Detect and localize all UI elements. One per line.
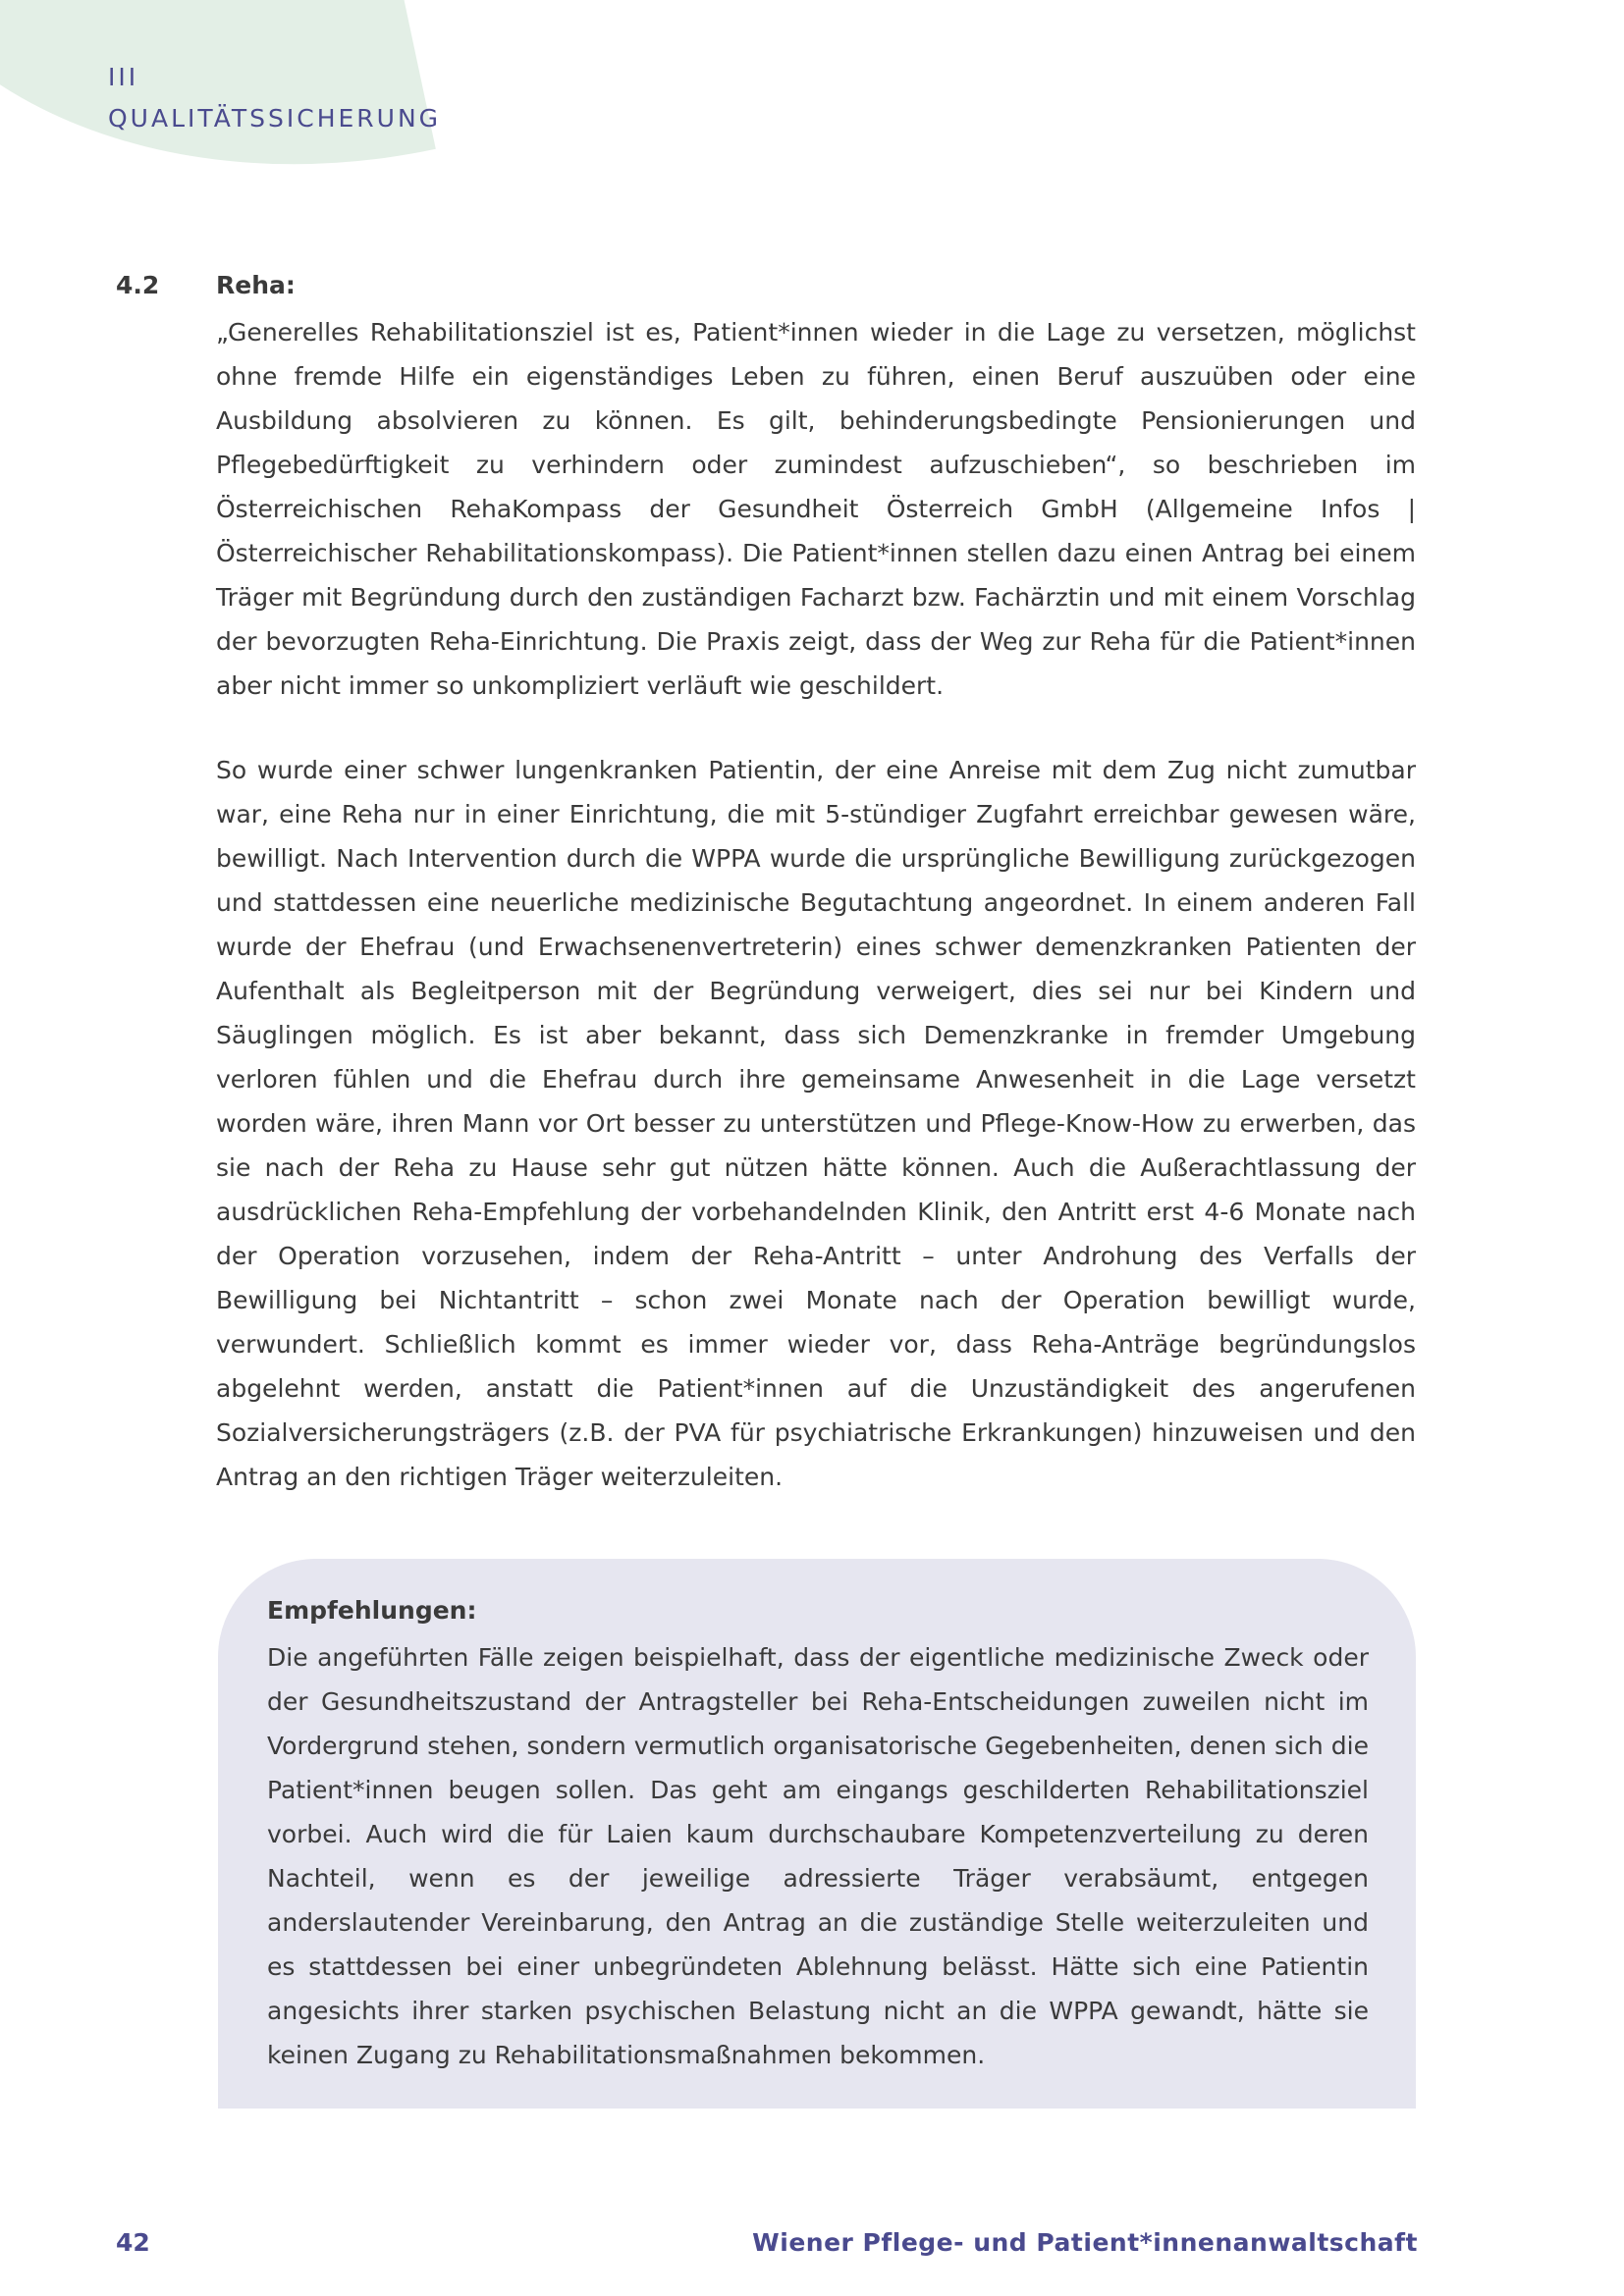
chapter-header <box>108 57 441 139</box>
body-paragraph: So wurde einer schwer lungenkranken Patientin, der eine Anreise mit dem Zug nicht zumutbar war, eine Reha nur in einer Einrichtung, die mit 5-stündiger Zugfahrt erreichbar gewesen wäre, bewilligt. Nach Intervention durch die WPPA wurde die ursprüngliche Bewilligung zurückgezogen und stattdessen eine neuerliche medizinische Begutachtung angeordnet. In einem anderen Fall wurde der Ehefrau (und Erwachsenenvertreterin) eines schwer demenzkranken Patienten der Aufenthalt als Begleitperson mit der Begründung verweigert, dies sei nur bei Kindern und Säuglingen möglich. Es ist aber bekannt, dass sich Demenzkranke in fremder Umgebung verloren fühlen und die Ehefrau durch ihre gemeinsame Anwesenheit in die Lage versetzt worden wäre, ihren Mann vor Ort besser zu unterstützen und Pflege-Know-How zu erwerben, das sie nach der Reha zu Hause sehr gut nützen hätte können. Auch die Außerachtlassung der ausdrücklichen Reha-Empfehlung der vorbehandelnden Klinik, den Antritt erst 4-6 Monate nach der Operation vorzusehen, indem der Reha-Antritt – unter Androhung des Verfalls der Bewilligung bei Nichtantritt – schon zwei Monate nach der Operation bewilligt wurde, verwundert. Schließlich kommt es immer wieder vor, dass Reha-Anträge begründungslos abgelehnt werden, anstatt die Patient*innen auf die Unzuständigkeit des angerufenen Sozialversicherungsträgers (z.B. der PVA für psychiatrische Erkrankungen) hinzuweisen und den Antrag an den richtigen Träger weiterzuleiten. <box>216 756 1416 1491</box>
footer-organization: Wiener Pflege- und Patient*innenanwaltschaft <box>752 2228 1418 2257</box>
page-number: 42 <box>116 2228 150 2257</box>
chapter-title: QUALITÄTSSICHERUNG <box>108 104 442 133</box>
body-paragraph: „Generelles Rehabilitationsziel ist es, Patient*innen wieder in die Lage zu versetzen, möglichst ohne fremde Hilfe ein eigenständiges Leben zu führen, einen Beruf auszuüben oder eine Ausbildung absolvieren zu können. Es gilt, behinderungsbedingte Pensionierungen und Pflegebedürftigkeit zu verhindern oder zumindest aufzuschieben“, so beschrieben im Österreichischen RehaKompass der Gesundheit Österreich GmbH (Allgemeine Infos | Österreichischer Rehabilitationskompass). Die Patient*innen stellen dazu einen Antrag bei einem Träger mit Begründung durch den zuständigen Facharzt bzw. Fachärztin und mit einem Vorschlag der bevorzugten Reha-Einrichtung. Die Praxis zeigt, dass der Weg zur Reha für die Patient*innen aber nicht immer so unkompliziert verläuft wie geschildert. <box>216 318 1416 700</box>
section-heading: Reha: <box>216 271 296 299</box>
section-number: 4.2 <box>116 271 160 299</box>
recommendations-box <box>218 1559 1416 2109</box>
chapter-number: III <box>108 63 139 91</box>
recommendations-title: Empfehlungen: <box>267 1596 477 1625</box>
recommendations-text: Die angeführten Fälle zeigen beispielhaft, dass der eigentliche medizinische Zweck oder der Gesundheitszustand der Antragsteller bei Reha-Entscheidungen zuweilen nicht im Vordergrund stehen, sondern vermutlich organisatorische Gegebenheiten, denen sich die Patient*innen beugen sollen. Das geht am eingangs geschilderten Rehabilitationsziel vorbei. Auch wird die für Laien kaum durchschaubare Kompetenzverteilung zu deren Nachteil, wenn es der jeweilige adressierte Träger verabsäumt, entgegen anderslautender Vereinbarung, den Antrag an die zuständige Stelle weiterzuleiten und es stattdessen bei einer unbegründeten Ablehnung belässt. Hätte sich eine Patientin angesichts ihrer starken psychischen Belastung nicht an die WPPA gewandt, hätte sie keinen Zugang zu Rehabilitationsmaßnahmen bekommen. <box>267 1643 1369 2069</box>
